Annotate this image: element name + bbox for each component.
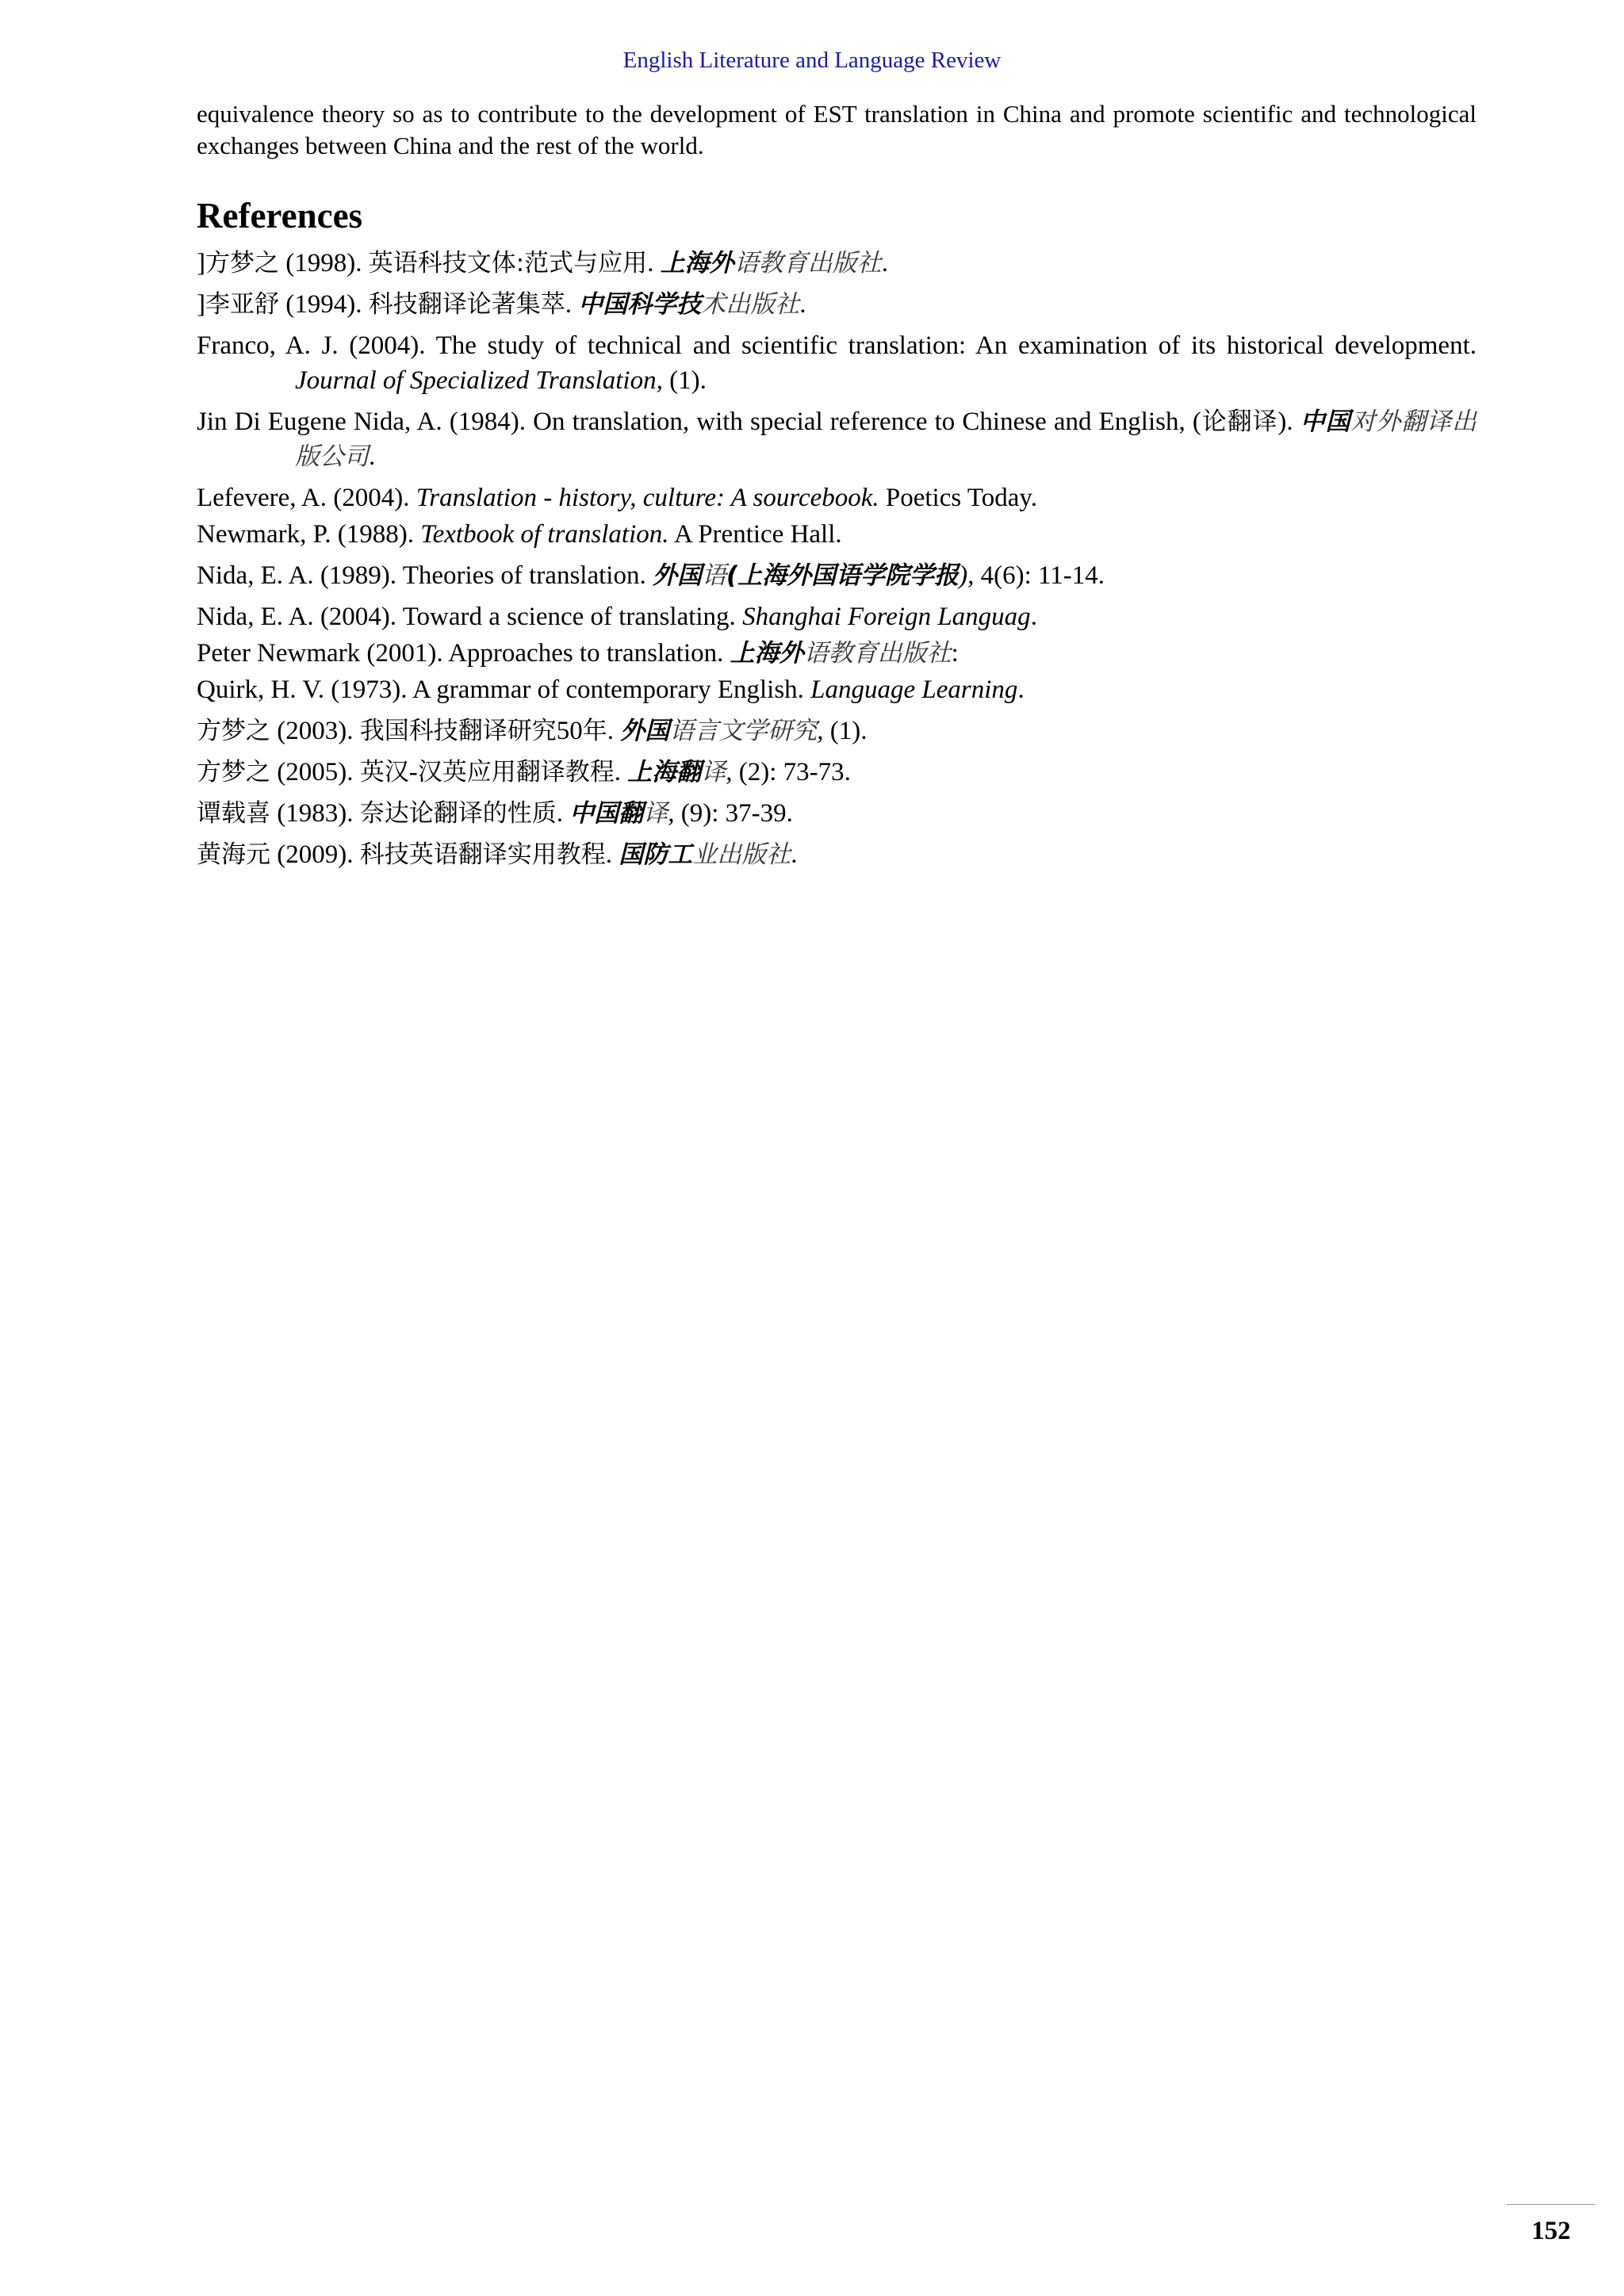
reference-text: 汉英应用翻译教程 xyxy=(417,758,615,786)
reference-entry xyxy=(197,672,1477,707)
reference-text: 方梦之 xyxy=(197,717,270,745)
reference-text: . xyxy=(791,840,798,869)
reference-text: Translation - history, culture: A sourcebook. xyxy=(416,484,879,512)
reference-text: (1998). xyxy=(279,249,369,277)
reference-text: , xyxy=(668,799,675,828)
reference-text: ), xyxy=(959,561,975,590)
reference-text: Poetics Today. xyxy=(879,484,1037,512)
reference-text: Franco, A. J. (2004). The study of technical and scientific translation: An examination of its historical development. xyxy=(197,331,1477,360)
reference-text: 年 xyxy=(582,717,607,745)
reference-entry xyxy=(197,796,1477,831)
reference-text: 业出版社 xyxy=(692,840,791,869)
reference-text: 语教育出版社 xyxy=(803,639,952,668)
reference-text: (2003). xyxy=(270,717,360,745)
reference-text: . xyxy=(556,799,570,828)
reference-text: Jin Di Eugene Nida, A. (1984). On translation, with special reference to Chinese and English, ( xyxy=(197,408,1201,436)
reference-text: . xyxy=(1017,675,1025,704)
page-number: 152 xyxy=(1531,2217,1571,2245)
reference-text: 语 xyxy=(701,561,726,590)
reference-text: ). xyxy=(1277,408,1300,436)
reference-text: 语教育出版社 xyxy=(733,249,882,277)
reference-text: 上海外 xyxy=(660,249,734,277)
reference-text: 我国科技翻译研究 xyxy=(359,717,557,745)
reference-text: 方梦之 xyxy=(197,758,270,786)
reference-list xyxy=(197,246,1477,872)
reference-text: . xyxy=(607,717,621,745)
reference-text: 中国 xyxy=(1300,408,1351,436)
reference-entry xyxy=(197,636,1477,671)
reference-entry xyxy=(197,480,1477,515)
reference-entry xyxy=(197,837,1477,872)
reference-text: 科技英语翻译实用教程 xyxy=(359,840,606,869)
reference-text: Quirk, H. V. (1973). A grammar of contemporary English. xyxy=(197,675,811,704)
reference-text: 外国 xyxy=(652,561,702,590)
reference-text: (上海外国语学院学报 xyxy=(726,561,959,590)
reference-text: (2009). xyxy=(270,840,360,869)
reference-text: : xyxy=(951,639,959,668)
reference-text: Newmark, P. (1988). xyxy=(197,520,421,549)
reference-text: (1). xyxy=(823,717,868,745)
reference-text: Peter Newmark (2001). Approaches to translation. xyxy=(197,639,730,668)
reference-entry xyxy=(197,558,1477,593)
reference-text: 上海翻 xyxy=(627,758,702,786)
reference-text: ] xyxy=(197,290,205,319)
reference-text: (2005). xyxy=(270,758,360,786)
intro-paragraph: equivalence theory so as to contribute to the development of EST translation in China and promote scientific and technological exchanges between China and the rest of the world. xyxy=(197,100,1477,159)
reference-text: - xyxy=(408,758,418,786)
reference-text: Shanghai Foreign Languag xyxy=(742,603,1031,631)
reference-text: Journal of Specialized Translation, xyxy=(295,366,663,395)
reference-text: . xyxy=(1030,603,1037,631)
journal-header: English Literature and Language Review xyxy=(622,48,1002,73)
reference-text: 译 xyxy=(701,758,726,786)
reference-text: 谭载喜 xyxy=(197,799,270,828)
reference-text: . xyxy=(614,758,628,786)
reference-text: (1994). xyxy=(279,290,369,319)
reference-entry xyxy=(197,517,1477,552)
reference-text: 英汉 xyxy=(359,758,409,786)
reference-text: (2): 73-73. xyxy=(732,758,851,786)
reference-text: . xyxy=(881,249,888,277)
reference-text: 国防工 xyxy=(619,840,693,869)
footer-divider xyxy=(1507,2204,1595,2205)
reference-text: 方梦之 xyxy=(205,249,279,277)
reference-text: ] xyxy=(197,249,205,277)
reference-text: , xyxy=(726,758,733,786)
reference-text: A Prentice Hall. xyxy=(668,520,842,549)
reference-text: , xyxy=(817,717,824,745)
reference-entry xyxy=(197,599,1477,634)
reference-text: 科技翻译论著集萃 xyxy=(368,290,565,319)
reference-entry xyxy=(197,404,1477,474)
reference-text: . xyxy=(565,290,579,319)
reference-entry xyxy=(197,755,1477,790)
reference-text: 中国科学技 xyxy=(578,290,702,319)
reference-text: 术出版社 xyxy=(701,290,800,319)
reference-text: 50 xyxy=(556,717,583,745)
reference-text: . xyxy=(647,249,661,277)
reference-text: . xyxy=(799,290,806,319)
reference-text: 英语科技文体:范式与应用 xyxy=(368,249,648,277)
reference-text: Language Learning xyxy=(810,675,1018,704)
page-content xyxy=(197,98,1477,878)
reference-text: Nida, E. A. (1989). Theories of translation. xyxy=(197,561,653,590)
reference-text: 李亚舒 xyxy=(205,290,279,319)
reference-text: . xyxy=(605,840,619,869)
reference-text: (1). xyxy=(662,366,707,395)
reference-entry xyxy=(197,287,1477,322)
reference-text: 译 xyxy=(643,799,668,828)
reference-text: 奈达论翻译的性质 xyxy=(359,799,557,828)
reference-text: 论翻译 xyxy=(1201,408,1278,436)
reference-text: 中国翻 xyxy=(569,799,644,828)
reference-text: 对外翻译出版公司 xyxy=(295,408,1477,471)
reference-entry xyxy=(197,246,1477,281)
reference-text: 上海外 xyxy=(730,639,804,668)
reference-text: 语言文学研究 xyxy=(669,717,818,745)
reference-text: (9): 37-39. xyxy=(674,799,793,828)
reference-text: 4(6): 11-14. xyxy=(974,561,1105,590)
reference-text: Lefevere, A. (2004). xyxy=(197,484,416,512)
reference-text: 外国 xyxy=(620,717,670,745)
reference-text: Textbook of translation. xyxy=(420,520,669,549)
reference-text: 黄海元 xyxy=(197,840,270,869)
reference-entry xyxy=(197,714,1477,748)
reference-text: (1983). xyxy=(270,799,360,828)
references-heading: References xyxy=(197,196,363,235)
reference-text: Nida, E. A. (2004). Toward a science of translating. xyxy=(197,603,743,631)
reference-entry xyxy=(197,328,1477,398)
reference-text: . xyxy=(369,442,376,471)
